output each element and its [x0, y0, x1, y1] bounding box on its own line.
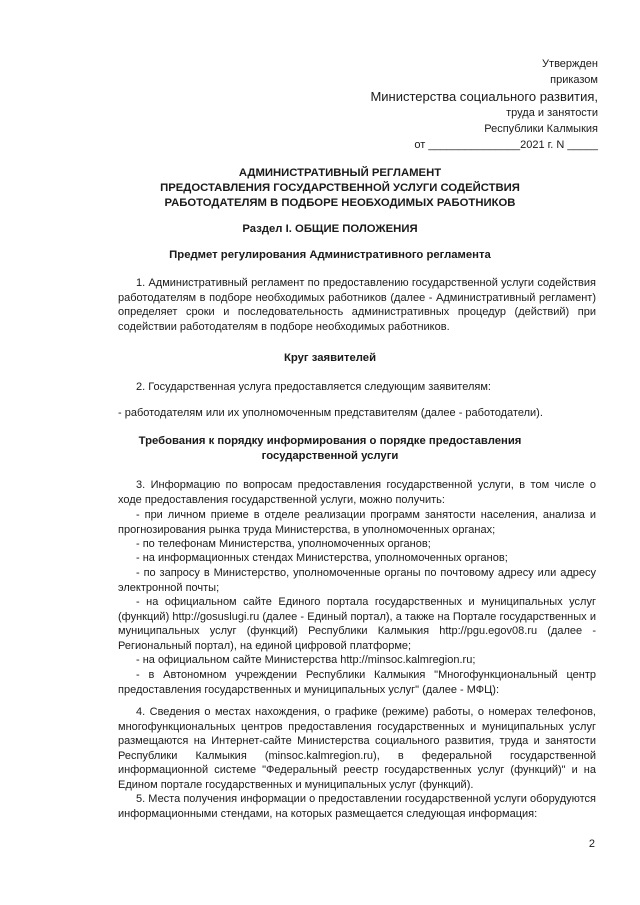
subheading-subject: Предмет регулирования Административного регламента — [169, 249, 491, 261]
subheading-applicants: Круг заявителей — [283, 352, 377, 364]
subheading-info-line-2: государственной услуги — [261, 450, 399, 462]
paragraph-3-item-2: - по телефонам Министерства, уполномоченных органов; — [136, 538, 431, 550]
approval-line-6: от _______________2021 г. N _____ — [414, 139, 598, 151]
approval-line-2: приказом — [550, 74, 598, 86]
approval-line-5: Республики Калмыкия — [484, 123, 598, 135]
paragraph-2-item: - работодателям или их уполномоченным представителям (далее - работодатели). — [118, 407, 543, 419]
approval-stamp — [370, 56, 598, 153]
page-number: 2 — [588, 838, 595, 850]
approval-line-3: Министерства социального развития, — [370, 89, 598, 104]
paragraph-3-item-6: - на официальном сайте Министерства http://minsoc.kalmregion.ru; — [136, 654, 476, 666]
subheading-info — [60, 434, 600, 464]
paragraph-3: 3. Информацию по вопросам предоставления государственной услуги, в том числе о ходе предоставления государственной услуги, можно получить: — [118, 479, 596, 506]
title-line-3: РАБОТОДАТЕЛЯМ В ПОДБОРЕ НЕОБХОДИМЫХ РАБОТНИКОВ — [164, 197, 516, 209]
subheading-info-line-1: Требования к порядку информирования о порядке предоставления — [138, 435, 522, 447]
paragraph-3-item-3: - на информационных стендах Министерства, уполномоченных органов; — [136, 552, 508, 564]
paragraph-3-item-5: - на официальном сайте Единого портала государственных и муниципальных услуг (функций) http://gosuslugi.ru (далее - Единый портал), а также на Портале государственных и муниципальных услуг (функций) Республики Калмыкия http://pgu.egov08.ru (далее - Региональный портал), на единой цифровой платформе; — [118, 596, 596, 652]
section-heading: Раздел I. ОБЩИЕ ПОЛОЖЕНИЯ — [242, 223, 418, 235]
paragraph-3-item-7: - в Автономном учреждении Республики Калмыкия "Многофункциональный центр предоставления государственных и муниципальных услуг" (далее - МФЦ): — [118, 669, 596, 696]
approval-line-1: Утвержден — [542, 58, 598, 70]
paragraph-4: 4. Сведения о местах нахождения, о графике (режиме) работы, о номерах телефонов, многофункциональных центров предоставления государственных и муниципальных услуг размещаются на Интернет-сайте Министерства социального развития, труда и занятости Республики Калмыкия (minsoc.kalmregion.ru), в федеральной государственной информационной системе "Федеральный реестр государственных услуг (функций)" и на Едином портале государственных и муниципальных услуг (функций). — [118, 706, 596, 791]
title-line-2: ПРЕДОСТАВЛЕНИЯ ГОСУДАРСТВЕННОЙ УСЛУГИ СОДЕЙСТВИЯ — [160, 182, 520, 194]
paragraph-3-item-4: - по запросу в Министерство, уполномоченные органы по почтовому адресу или адресу электронной почты; — [118, 567, 596, 594]
title-line-1: АДМИНИСТРАТИВНЫЙ РЕГЛАМЕНТ — [238, 167, 442, 179]
document-title — [90, 166, 590, 211]
paragraph-1: 1. Административный регламент по предоставлению государственной услуги содействия работодателям в подборе необходимых работников (далее - Административный регламент) определяет сроки и последовательность административных процедур (действий) при содействии работодателям в подборе необходимых работников. — [118, 277, 596, 333]
approval-line-4: труда и занятости — [506, 107, 598, 119]
paragraph-5: 5. Места получения информации о предоставлении государственной услуги оборудуются информационными стендами, на которых размещается следующая информация: — [118, 793, 596, 820]
paragraph-2: 2. Государственная услуга предоставляется следующим заявителям: — [136, 381, 491, 393]
paragraph-3-item-1: - при личном приеме в отделе реализации программ занятости населения, анализа и прогнозирования рынка труда Министерства, в уполномоченных органах; — [118, 509, 596, 536]
